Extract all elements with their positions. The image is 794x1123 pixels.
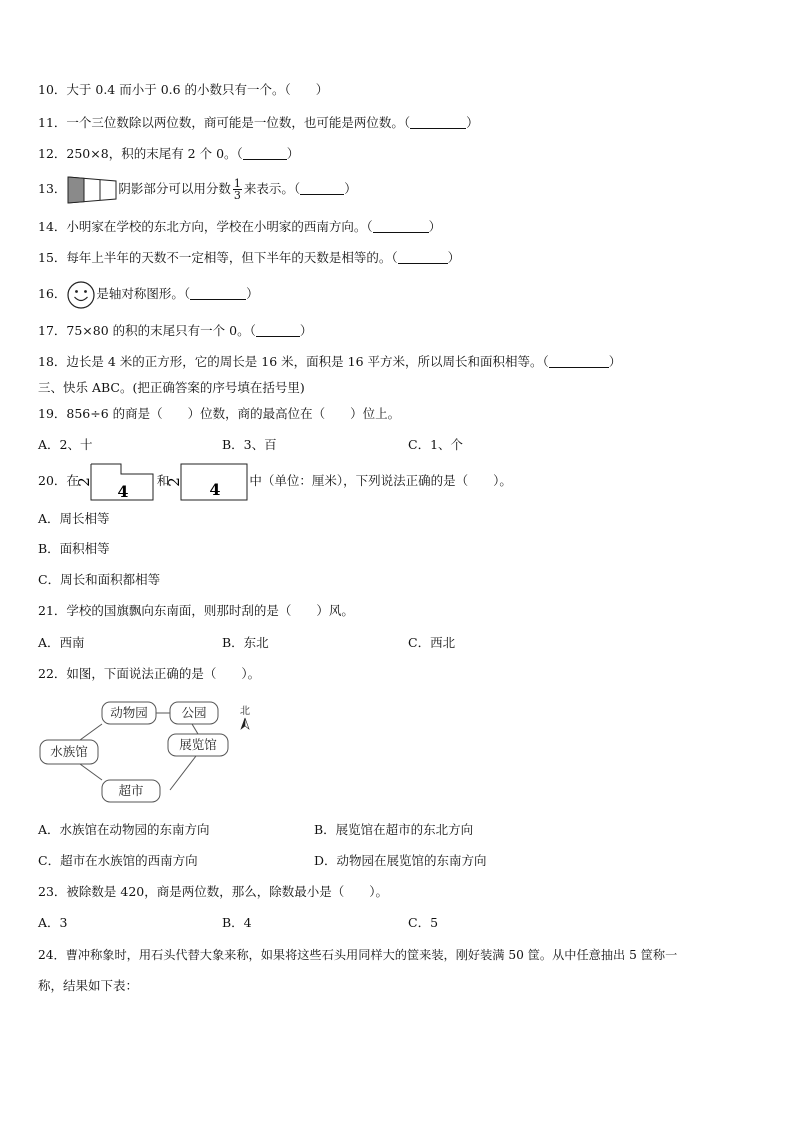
q22-option-c[interactable]: C．超市在水族馆的西南方向 (38, 853, 198, 868)
park-label: 公园 (181, 705, 207, 720)
fig2-bottom-label: 4 (209, 479, 221, 499)
q21-option-c[interactable]: C．西北 (408, 635, 456, 650)
question-18: 18．边长是 4 米的正方形，它的周长是 16 米，面积是 16 平方米，所以周长和面积相等。（ ） (38, 354, 622, 369)
q23-option-b[interactable]: B．4 (222, 915, 252, 930)
question-24-line-1: 24．曹冲称象时，用石头代替大象来称，如果将这些石头用同样大的筐来装，刚好装满 50 筐。从中任意抽出 5 筐称一 (38, 948, 678, 962)
answer-blank[interactable] (190, 287, 246, 300)
q20-option-c[interactable]: C．周长和面积都相等 (38, 572, 161, 587)
trapezoid-fraction-figure (66, 175, 118, 205)
question-15: 15．每年上半年的天数不一定相等，但下半年的天数是相等的。（ ） (38, 250, 461, 265)
question-19: 19．856÷6 的商是（ ）位数，商的最高位在（ ）位上。 (38, 406, 401, 421)
q22-option-a[interactable]: A．水族馆在动物园的东南方向 (38, 822, 210, 837)
q20-option-b[interactable]: B．面积相等 (38, 541, 110, 556)
q19-option-a[interactable]: A．2、十 (38, 437, 93, 452)
q19-option-c[interactable]: C．1、个 (408, 437, 464, 452)
fig2-side-label: 2 (165, 476, 184, 487)
north-label: 北 (240, 706, 250, 717)
section-3-heading: 三、快乐 ABC。(把正确答案的序号填在括号里) (38, 380, 305, 395)
question-21: 21．学校的国旗飘向东南面，则那时刮的是（ ）风。 (38, 603, 354, 618)
rectangle-figure (165, 462, 249, 502)
question-13: 13． 阴影部分可以用分数 $\frac{1}{3}$ 来表示。（ ） (38, 174, 357, 205)
question-11: 11．一个三位数除以两位数，商可能是一位数，也可能是两位数。（ ） (38, 115, 479, 130)
q23-option-a[interactable]: A．3 (38, 915, 68, 930)
supermarket-label: 超市 (118, 783, 144, 798)
question-20: 20．在 2 4 和 2 4 中（单位：厘米），下列说法正确的是（ ）。 (38, 461, 512, 502)
answer-blank[interactable] (300, 182, 344, 195)
question-17: 17．75×80 的积的末尾只有一个 0。（ ） (38, 323, 313, 338)
answer-blank[interactable] (256, 324, 300, 337)
fraction-one-third: $\frac{1}{3}$ (233, 177, 241, 202)
question-23: 23．被除数是 420，商是两位数，那么，除数最小是（ ）。 (38, 884, 388, 899)
q21-option-b[interactable]: B．东北 (222, 635, 269, 650)
question-24-line-2: 称，结果如下表： (38, 978, 139, 993)
aquarium-label: 水族馆 (50, 744, 88, 759)
q22-option-b[interactable]: B．展览馆在超市的东北方向 (314, 822, 474, 837)
question-22: 22．如图，下面说法正确的是（ ）。 (38, 666, 261, 681)
north-arrow-icon (241, 718, 245, 729)
answer-blank[interactable] (373, 220, 429, 233)
question-12: 12．250×8，积的末尾有 2 个 0。（ ） (38, 146, 300, 161)
exhibition-label: 展览馆 (179, 737, 217, 752)
fig1-side-label: 2 (74, 476, 93, 487)
zoo-label: 动物园 (110, 705, 148, 720)
location-map (36, 696, 266, 806)
step-shape-figure (74, 462, 157, 502)
question-16: 16． 是轴对称图形。（ ） (38, 279, 259, 310)
q21-option-a[interactable]: A．西南 (38, 635, 85, 650)
q23-option-c[interactable]: C．5 (408, 915, 439, 930)
smiley-face-icon (66, 280, 96, 310)
answer-blank[interactable] (243, 147, 287, 160)
answer-blank[interactable] (549, 355, 609, 368)
q22-option-d[interactable]: D．动物园在展览馆的东南方向 (314, 853, 487, 868)
fig1-bottom-label: 4 (117, 481, 129, 501)
question-10: 10．大于 0.4 而小于 0.6 的小数只有一个。（ ） (38, 82, 329, 97)
question-14: 14．小明家在学校的东北方向，学校在小明家的西南方向。（ ） (38, 219, 442, 234)
answer-blank[interactable] (410, 116, 466, 129)
answer-blank[interactable] (398, 251, 448, 264)
q20-option-a[interactable]: A．周长相等 (38, 511, 110, 526)
q19-option-b[interactable]: B．3、百 (222, 437, 277, 452)
